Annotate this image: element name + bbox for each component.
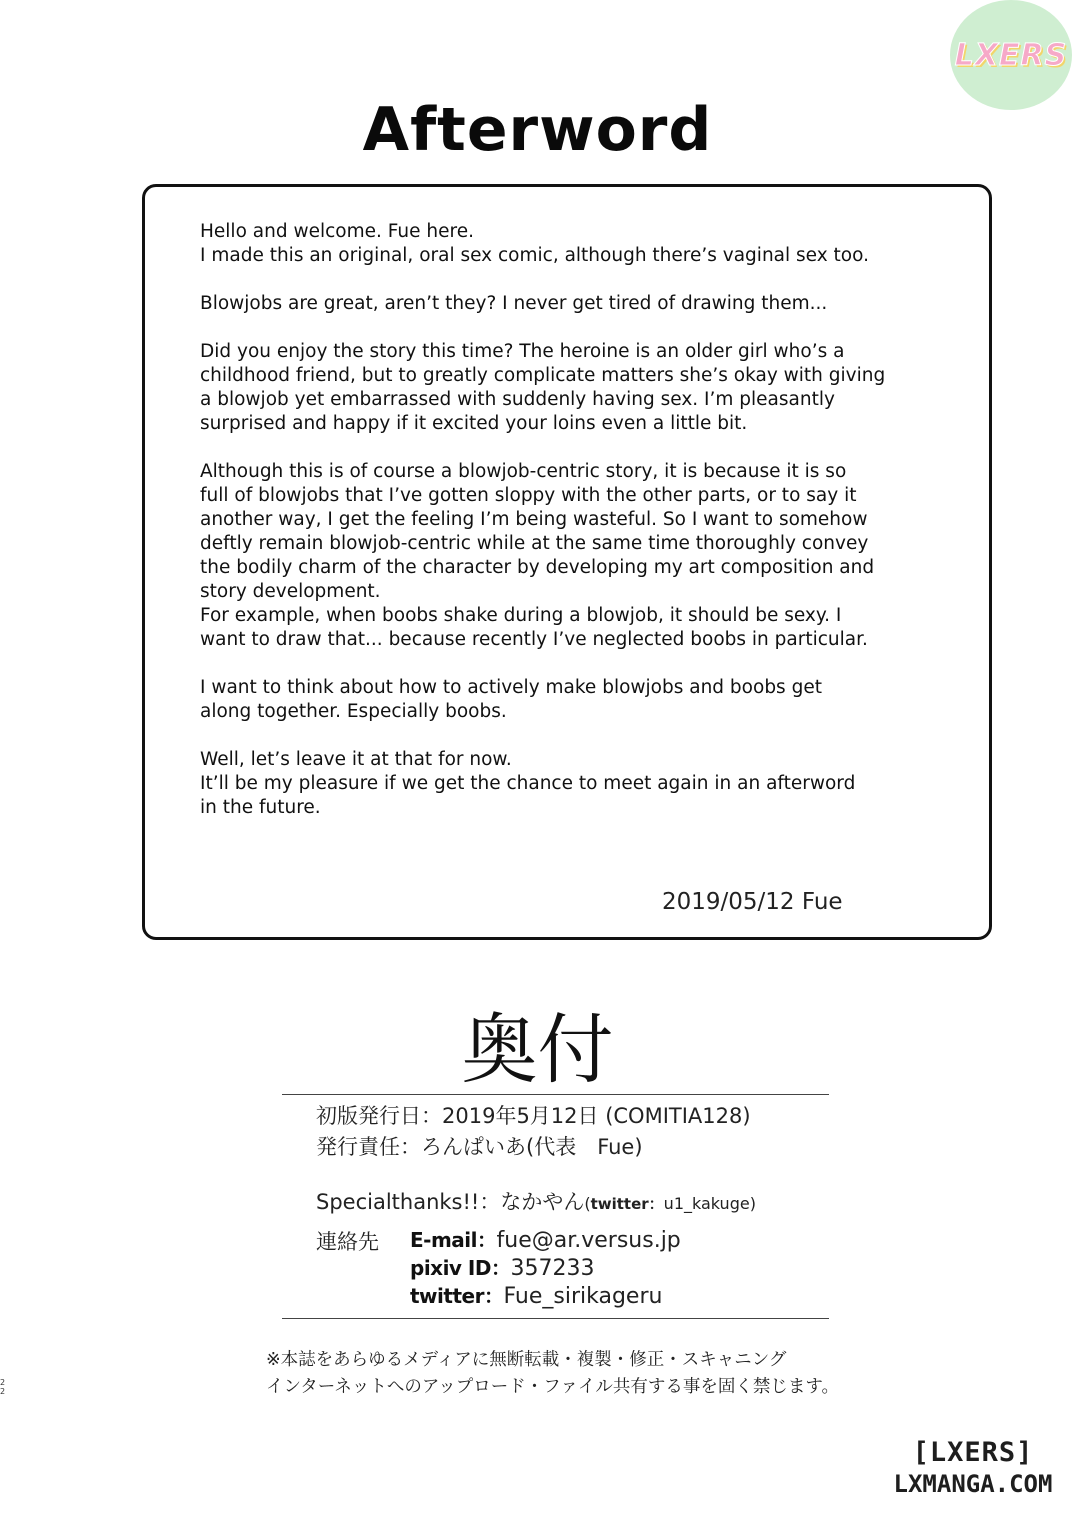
publisher-line: 発行責任：ろんぱいあ(代表 Fue) <box>316 1135 643 1159</box>
afterword-paragraph <box>200 340 960 436</box>
afterword-line: Did you enjoy the story this time? The heroine is an older girl who’s a <box>200 341 845 362</box>
first-edition-line: 初版発行日：2019年5月12日 (COMITIA128) <box>316 1104 751 1128</box>
afterword-line: For example, when boobs shake during a blowjob, it should be sexy. I <box>200 605 842 626</box>
afterword-line: I made this an original, oral sex comic, although there’s vaginal sex too. <box>200 245 869 266</box>
afterword-paragraph <box>200 292 960 316</box>
afterword-paragraph <box>200 748 960 820</box>
page-title: Afterword <box>362 95 713 165</box>
contact-twitter <box>410 1280 662 1309</box>
page-number-digit: 2 <box>0 1387 6 1396</box>
afterword-line: Blowjobs are great, aren’t they? I never get tired of drawing them... <box>200 293 828 314</box>
special-thanks-twitter: u1_kakuge) <box>663 1194 756 1213</box>
afterword-line: Well, let’s leave it at that for now. <box>200 749 512 770</box>
special-thanks-open: ( <box>584 1194 591 1213</box>
special-thanks-label: Specialthanks!!：なかやん <box>316 1190 585 1214</box>
afterword-paragraph <box>200 676 960 724</box>
contact-label: 連絡先 <box>316 1230 379 1254</box>
afterword-line: surprised and happy if it excited your loins even a little bit. <box>200 413 748 434</box>
contact-email <box>410 1224 681 1253</box>
copyright-notice-line: インターネットへのアップロード・ファイル共有する事を固く禁じます。 <box>266 1377 839 1397</box>
afterword-line: want to draw that... because recently I’ve neglected boobs in particular. <box>200 629 868 650</box>
contact-twitter-label: twitter： <box>410 1284 504 1308</box>
contact-pixiv-label: pixiv ID： <box>410 1256 511 1280</box>
colophon-title: 奥付 <box>461 1005 614 1094</box>
afterword-line: a blowjob yet embarrassed with suddenly having sex. I’m pleasantly <box>200 389 835 410</box>
watermark-line2: LXMANGA.COM <box>893 1470 1053 1498</box>
afterword-line: along together. Especially boobs. <box>200 701 507 722</box>
contact-email-value: fue@ar.versus.jp <box>496 1228 681 1253</box>
special-thanks-twitter-label: twitter： <box>590 1195 664 1213</box>
afterword-body <box>200 220 960 820</box>
afterword-line: I want to think about how to actively make blowjobs and boobs get <box>200 677 822 698</box>
copyright-notice-line: ※本誌をあらゆるメディアに無断転載・複製・修正・スキャニング <box>266 1350 787 1370</box>
special-thanks-line <box>316 1186 756 1216</box>
logo-text: LXERS <box>954 37 1068 73</box>
watermark-line1: [LXERS] <box>912 1437 1034 1468</box>
afterword-line: full of blowjobs that I’ve gotten sloppy with the other parts, or to say it <box>200 485 857 506</box>
contact-twitter-value: Fue_sirikageru <box>503 1284 663 1309</box>
contact-pixiv <box>410 1252 594 1281</box>
afterword-paragraph <box>200 220 960 268</box>
page-number <box>0 1378 8 1396</box>
afterword-line: Although this is of course a blowjob-centric story, it is because it is so <box>200 461 847 482</box>
afterword-paragraph <box>200 460 960 652</box>
afterword-line: another way, I get the feeling I’m being wasteful. So I want to somehow <box>200 509 868 530</box>
signature: 2019/05/12 Fue <box>662 889 843 915</box>
watermark <box>888 1437 1058 1499</box>
afterword-line: deftly remain blowjob-centric while at the same time thoroughly convey <box>200 533 869 554</box>
afterword-line: the bodily charm of the character by developing my art composition and <box>200 557 875 578</box>
afterword-line: Hello and welcome. Fue here. <box>200 221 474 242</box>
lxers-logo <box>950 0 1072 110</box>
colophon-divider-top <box>282 1094 829 1095</box>
afterword-line: childhood friend, but to greatly complicate matters she’s okay with giving <box>200 365 886 386</box>
contact-pixiv-value: 357233 <box>510 1256 595 1281</box>
afterword-line: It’ll be my pleasure if we get the chance to meet again in an afterword <box>200 773 856 794</box>
colophon-divider-bottom <box>282 1318 829 1319</box>
contact-email-label: E-mail： <box>410 1228 497 1252</box>
afterword-line: story development. <box>200 581 381 602</box>
afterword-line: in the future. <box>200 797 321 818</box>
page-number-digit: 2 <box>0 1378 6 1387</box>
